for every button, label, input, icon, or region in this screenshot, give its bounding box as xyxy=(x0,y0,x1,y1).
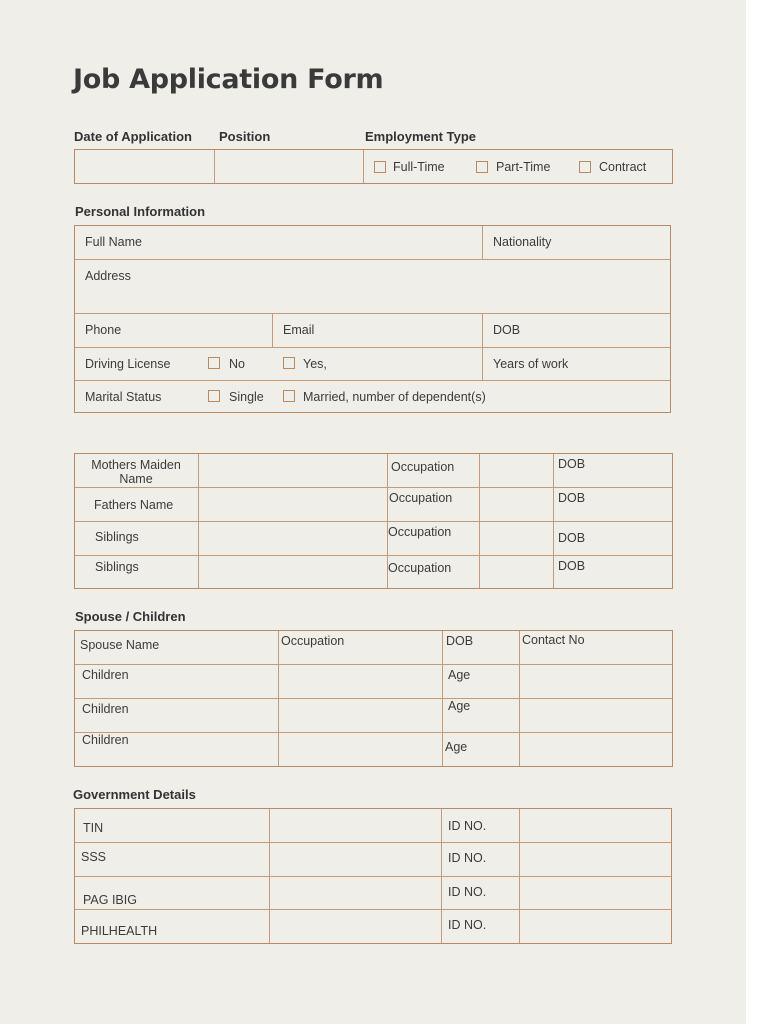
siblings-label: Siblings xyxy=(95,530,139,544)
marital-status-label: Marital Status xyxy=(85,390,162,404)
children-label: Children xyxy=(82,702,129,716)
fathers-name-label: Fathers Name xyxy=(94,498,174,512)
divider xyxy=(75,259,670,260)
id-no-label: ID NO. xyxy=(448,819,487,833)
dob-field[interactable]: DOB xyxy=(493,323,521,337)
married-label: Married, number of dependent(s) xyxy=(303,390,486,404)
divider xyxy=(75,487,672,488)
children-label: Children xyxy=(82,733,129,747)
personal-information-heading: Personal Information xyxy=(75,204,206,219)
single-label: Single xyxy=(229,390,264,404)
driving-license-label: Driving License xyxy=(85,357,171,371)
divider xyxy=(75,347,670,348)
pag-ibig-label: PAG IBIG xyxy=(83,893,137,907)
contract-checkbox[interactable] xyxy=(579,161,591,173)
divider xyxy=(75,909,671,910)
tin-label: TIN xyxy=(83,821,104,835)
part-time-checkbox[interactable] xyxy=(476,161,488,173)
id-no-label: ID NO. xyxy=(448,851,487,865)
government-details-heading: Government Details xyxy=(73,787,196,802)
occupation-label: Occupation xyxy=(388,561,452,575)
address-field[interactable]: Address xyxy=(85,269,131,283)
divider xyxy=(75,876,671,877)
full-time-label: Full-Time xyxy=(393,160,445,174)
dob-label: DOB xyxy=(558,531,586,545)
employment-type-label: Employment Type xyxy=(365,129,477,144)
dob-label: DOB xyxy=(558,457,586,471)
driving-license-no-checkbox[interactable] xyxy=(208,357,220,369)
driving-license-yes-label: Yes, xyxy=(303,357,327,371)
divider xyxy=(269,809,270,943)
driving-license-yes-checkbox[interactable] xyxy=(283,357,295,369)
occupation-label: Occupation xyxy=(281,634,345,648)
divider xyxy=(75,698,672,699)
age-label: Age xyxy=(448,668,471,682)
position-label: Position xyxy=(219,129,271,144)
divider xyxy=(198,454,199,588)
full-time-checkbox[interactable] xyxy=(374,161,386,173)
id-no-label: ID NO. xyxy=(448,885,487,899)
driving-license-no-label: No xyxy=(229,357,245,371)
contract-label: Contract xyxy=(599,160,647,174)
divider xyxy=(75,842,671,843)
married-checkbox[interactable] xyxy=(283,390,295,402)
divider xyxy=(214,150,215,183)
full-name-field[interactable]: Full Name xyxy=(85,235,142,249)
dob-label: DOB xyxy=(558,559,586,573)
children-label: Children xyxy=(82,668,129,682)
spouse-children-heading: Spouse / Children xyxy=(75,609,186,624)
spouse-name-label: Spouse Name xyxy=(80,638,160,652)
divider xyxy=(75,313,670,314)
philhealth-label: PHILHEALTH xyxy=(81,924,158,938)
divider xyxy=(278,631,279,766)
divider xyxy=(519,809,520,943)
divider xyxy=(75,664,672,665)
personal-information-table xyxy=(74,225,671,413)
divider xyxy=(272,314,273,347)
divider xyxy=(482,226,483,259)
dob-label: DOB xyxy=(446,634,474,648)
dob-label: DOB xyxy=(558,491,586,505)
divider xyxy=(519,631,520,766)
age-label: Age xyxy=(448,699,471,713)
divider xyxy=(363,150,364,183)
occupation-label: Occupation xyxy=(391,460,455,474)
divider xyxy=(482,314,483,380)
nationality-field[interactable]: Nationality xyxy=(493,235,552,249)
divider xyxy=(75,380,670,381)
date-of-application-field[interactable] xyxy=(76,151,213,182)
page-title: Job Application Form xyxy=(73,64,384,95)
divider xyxy=(479,454,480,588)
divider xyxy=(75,555,672,556)
occupation-label: Occupation xyxy=(389,491,453,505)
siblings-label: Siblings xyxy=(95,560,139,574)
divider xyxy=(75,521,672,522)
phone-field[interactable]: Phone xyxy=(85,323,122,337)
years-of-work-field[interactable]: Years of work xyxy=(493,357,569,371)
date-of-application-label: Date of Application xyxy=(74,129,192,144)
contact-no-label: Contact No xyxy=(522,633,585,647)
age-label: Age xyxy=(445,740,468,754)
mothers-maiden-name-label: Mothers Maiden Name xyxy=(91,458,181,486)
position-field[interactable] xyxy=(216,151,362,182)
part-time-label: Part-Time xyxy=(496,160,551,174)
divider xyxy=(75,732,672,733)
id-no-label: ID NO. xyxy=(448,918,487,932)
divider xyxy=(441,809,442,943)
single-checkbox[interactable] xyxy=(208,390,220,402)
divider xyxy=(553,454,554,588)
divider xyxy=(442,631,443,766)
sss-label: SSS xyxy=(81,850,107,864)
email-field[interactable]: Email xyxy=(283,323,315,337)
occupation-label: Occupation xyxy=(388,525,452,539)
